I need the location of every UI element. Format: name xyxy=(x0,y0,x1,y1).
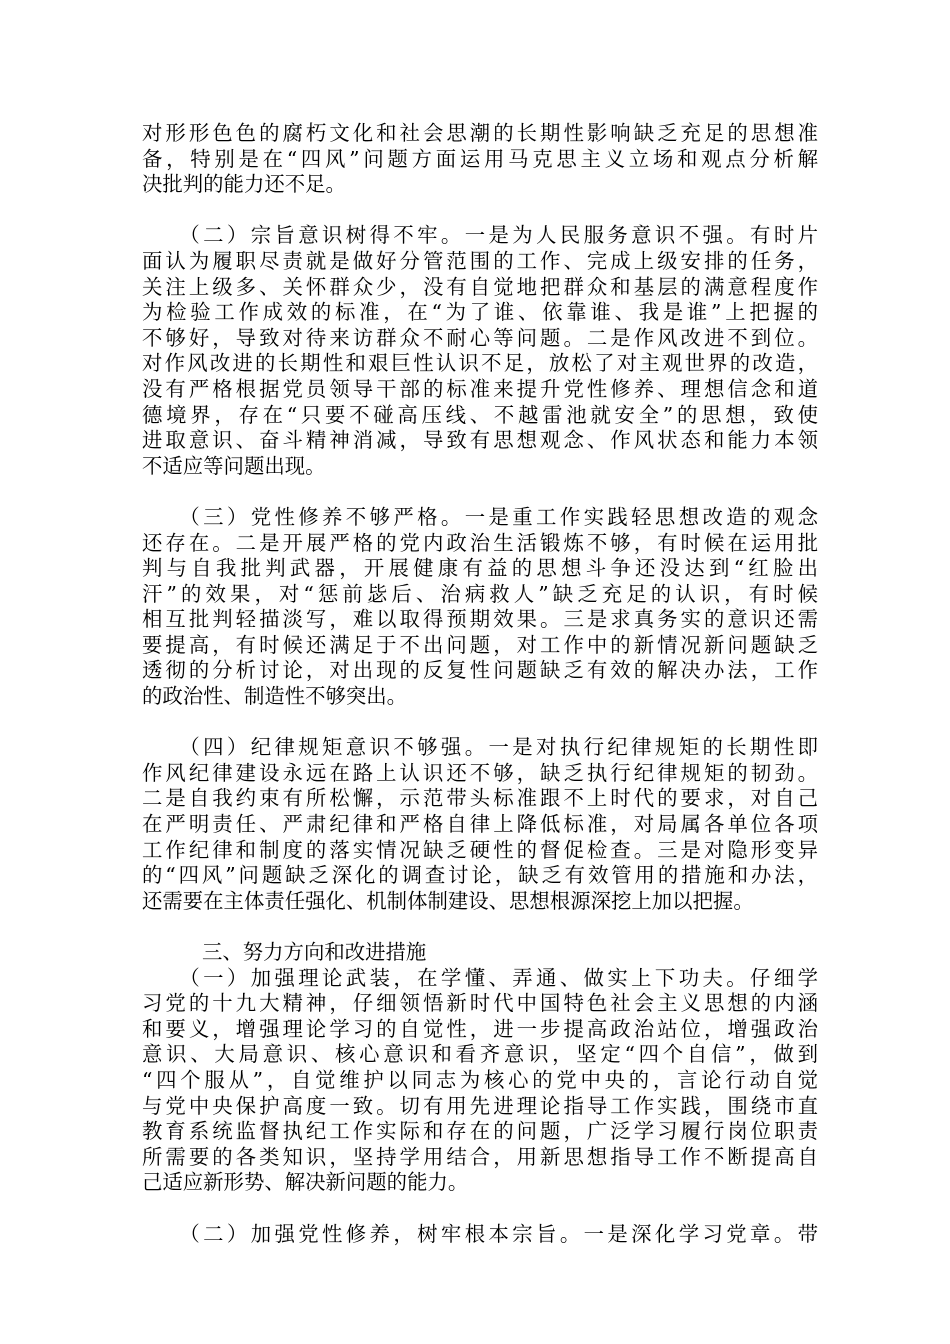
text-line: 与党中央保护高度一致。切有用先进理论指导工作实践，围绕市直 xyxy=(142,1093,818,1118)
text-line: 还存在。二是开展严格的党内政治生活锻炼不够，有时候在运用批 xyxy=(142,530,818,555)
text-line: 的政治性、制造性不够突出。 xyxy=(142,684,408,709)
section-heading: 三、努力方向和改进措施 xyxy=(202,940,427,964)
text-line: 不够好，导致对待来访群众不耐心等问题。二是作风改进不到位。 xyxy=(142,325,818,350)
text-line: 透彻的分析讨论，对出现的反复性问题缺乏有效的解决办法，工作 xyxy=(142,658,818,683)
text-line: 相互批判轻描淡写，难以取得预期效果。三是求真务实的意识还需 xyxy=(142,607,818,632)
text-line: （一）加强理论武装，在学懂、弄通、做实上下功夫。仔细学 xyxy=(142,965,818,990)
text-line: 对作风改进的长期性和艰巨性认识不足，放松了对主观世界的改造， xyxy=(142,351,818,376)
text-line: （四）纪律规矩意识不够强。一是对执行纪律规矩的长期性即 xyxy=(142,735,818,760)
text-line: 德境界，存在“只要不碰高压线、不越雷池就安全”的思想，致使 xyxy=(142,402,818,427)
text-line: （二）加强党性修养，树牢根本宗旨。一是深化学习党章。带 xyxy=(142,1221,818,1246)
paragraph-party-spirit xyxy=(142,505,818,710)
text-line: 不适应等问题出现。 xyxy=(142,453,326,478)
text-line: 对形形色色的腐朽文化和社会思潮的长期性影响缺乏充足的思想准 xyxy=(142,121,818,145)
text-line: 作风纪律建设永远在路上认识还不够，缺乏执行纪律规矩的韧劲。 xyxy=(142,760,818,785)
paragraph-discipline xyxy=(142,735,818,914)
text-line: 没有严格根据党员领导干部的标准来提升党性修养、理想信念和道 xyxy=(142,376,818,401)
text-line: 进取意识、奋斗精神消减，导致有思想观念、作风状态和能力本领 xyxy=(142,428,818,453)
text-line: 面认为履职尽责就是做好分管范围的工作、完成上级安排的任务， xyxy=(142,248,818,273)
text-line: 判与自我批判武器，开展健康有益的思想斗争还没达到“红脸出 xyxy=(142,556,818,581)
text-line: 意识、大局意识、核心意识和看齐意识，坚定“四个自信”，做到 xyxy=(142,1042,818,1067)
text-line: 为检验工作成效的标准，在“为了谁、依靠谁、我是谁”上把握的 xyxy=(142,300,818,325)
text-line: 的“四风”问题缺乏深化的调查讨论，缺乏有效管用的措施和办法， xyxy=(142,863,818,888)
text-line: （二）宗旨意识树得不牢。一是为人民服务意识不强。有时片 xyxy=(142,223,818,248)
text-line: 教育系统监督执纪工作实际和存在的问题，广泛学习履行岗位职责 xyxy=(142,1119,818,1144)
paragraph-purpose-awareness xyxy=(142,223,818,479)
paragraph-party-cultivation xyxy=(142,1222,818,1248)
text-line: 备，特别是在“四风”问题方面运用马克思主义立场和观点分析解 xyxy=(142,146,818,171)
text-line: 己适应新形势、解决新问题的能力。 xyxy=(142,1170,469,1195)
text-line: 关注上级多、关怀群众少，没有自觉地把群众和基层的满意程度作 xyxy=(142,274,818,299)
text-line: 所需要的各类知识，坚持学用结合，用新思想指导工作不断提高自 xyxy=(142,1144,818,1169)
text-line: “四个服从”，自觉维护以同志为核心的党中央的，言论行动自觉 xyxy=(142,1067,818,1092)
text-line: （三）党性修养不够严格。一是重工作实践轻思想改造的观念 xyxy=(142,504,818,529)
text-line: 和要义，增强理论学习的自觉性，进一步提高政治站位，增强政治 xyxy=(142,1016,818,1041)
document-page xyxy=(142,121,818,1247)
text-line: 工作纪律和制度的落实情况缺乏硬性的督促检查。三是对隐形变异 xyxy=(142,837,818,862)
text-line: 决批判的能力还不足。 xyxy=(142,172,346,197)
text-line: 习党的十九大精神，仔细领悟新时代中国特色社会主义思想的内涵 xyxy=(142,991,818,1016)
paragraph-thought-prep xyxy=(142,121,818,198)
text-line: 二是自我约束有所松懈，示范带头标准跟不上时代的要求，对自己 xyxy=(142,786,818,811)
text-line: 在严明责任、严肃纪律和严格自律上降低标准，对局属各单位各项 xyxy=(142,812,818,837)
text-line: 要提高，有时候还满足于不出问题，对工作中的新情况新问题缺乏 xyxy=(142,632,818,657)
paragraph-theory-study xyxy=(142,966,818,1196)
text-line: 汗”的效果，对“惩前毖后、治病救人”缺乏充足的认识，有时候 xyxy=(142,581,818,606)
text-line: 还需要在主体责任强化、机制体制建设、思想根源深挖上加以把握。 xyxy=(142,888,754,913)
